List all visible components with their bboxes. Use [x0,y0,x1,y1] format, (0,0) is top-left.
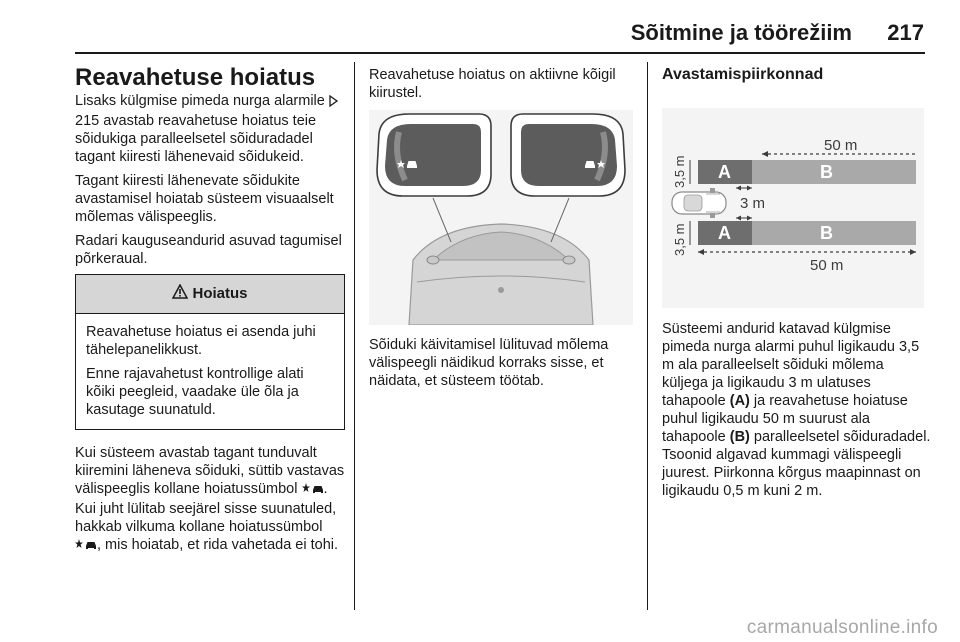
paragraph-active: Reavahetuse hoiatus on aktiivne kõigil kiirustel. [369,67,616,101]
symbol-text-a: Kui süsteem avastab tagant tunduvalt kiiremini läheneva sõiduki, süttib vastavas välispeeglis kollane hoiatussümbol [75,445,345,497]
paragraph-warning-visual: Tagant kiiresti lähenevate sõidukite avastamisel hoiatab süsteem visuaalselt mõlemas välispeeglis. [75,173,334,225]
warning-text-2: Enne rajavahetust kontrollige alati kõiki peegleid, vaadake üle õla ja kasutage suunatuld. [86,366,304,418]
lane-width-label-top: 3,5 m [672,155,687,188]
warning-triangle-icon [172,284,188,304]
column-divider-right [647,62,648,610]
zone-label-b-bottom: B [820,223,833,243]
gap-label: 3 m [740,195,766,212]
zones-text-a: Süsteemi andurid katavad külgmise pimeda nurga alarmi puhul ligikaudu 3,5 m ala paralleelselt sõiduki mõlema küljega ja ligikaudu 3 m ulatuses tahapoole [662,321,920,409]
warning-text-1: Reavahetuse hoiatus ei asenda juhi tähelepanelikkust. [86,324,316,358]
paragraph-intro [75,92,345,166]
mirror-illustration [369,110,633,325]
right-heading-wrap [662,66,932,84]
zones-text-c: paralleelsetel sõiduradadel. Tsoonid algavad kummagi välispeegli juurest. Piirkonna kõrgus maapinnast on ligikaudu 0,5 m kuni 2 m. [662,429,931,499]
middle-column [369,66,637,108]
distance-label-top: 50 m [824,137,858,154]
right-column-text [662,320,932,506]
page-reference-link[interactable]: 215 [75,113,100,129]
warning-box-body [76,314,344,429]
zone-ref-b: (B) [729,429,750,445]
car-top-view [672,188,726,218]
paragraph-radar: Radari kauguseandurid asuvad tagumisel põrkeraual. [75,233,342,267]
zone-ref-a: (A) [729,393,750,409]
detection-zones-diagram [662,108,924,308]
zone-label-a-bottom: A [718,223,731,243]
warning-box-header [76,275,344,314]
car-rear-view [409,224,593,325]
watermark: carmanualsonline.info [746,617,938,638]
lane-width-label-bottom: 3,5 m [672,223,687,256]
intro-text-continued: avastab reavahetuse hoiatus teie sõidukiga paralleelsetel sõiduradadel tagant kiiresti lähenevaid sõidukeid. [75,113,317,165]
zone-label-a-top: A [718,162,731,182]
symbol-text-b: . Kui juht lülitab seejärel sisse suunatuled, hakkab vilkuma kollane hoiatussümbol [75,481,337,535]
running-header-title: Sõitmine ja töörežiim [630,20,852,45]
lane-change-warning-icon [75,538,97,556]
paragraph-startup: Sõiduki käivitamisel lülituvad mõlema välispeegli näidikud korraks sisse, et näidata, et süsteem töötab. [369,337,609,389]
left-column [75,64,345,562]
distance-label-bottom: 50 m [810,257,844,274]
paragraph-zones [662,320,932,500]
symbol-text-c: , mis hoiatab, et rida vahetada ei tohi. [97,537,339,553]
warning-title: Hoiatus [192,285,248,302]
zone-label-b-top: B [820,162,833,182]
page-reference-arrow-icon [329,94,339,112]
right-mirror [511,114,625,196]
subsection-heading: Avastamispiirkonnad [662,66,824,83]
middle-column-lower [369,336,639,396]
column-divider-left [354,62,355,610]
intro-text: Lisaks külgmise pimeda nurga alarmile [75,93,329,109]
paragraph-symbol [75,444,345,556]
lane-change-warning-icon [302,482,324,500]
left-mirror [377,114,491,196]
warning-box [75,274,345,430]
page-number: 217 [887,20,924,45]
section-heading: Reavahetuse hoiatus [75,64,316,91]
zones-text-b: ja reavahetuse hoiatuse puhul ligikaudu 50 m suurust ala tahapoole [662,393,908,445]
header-rule [75,52,925,54]
